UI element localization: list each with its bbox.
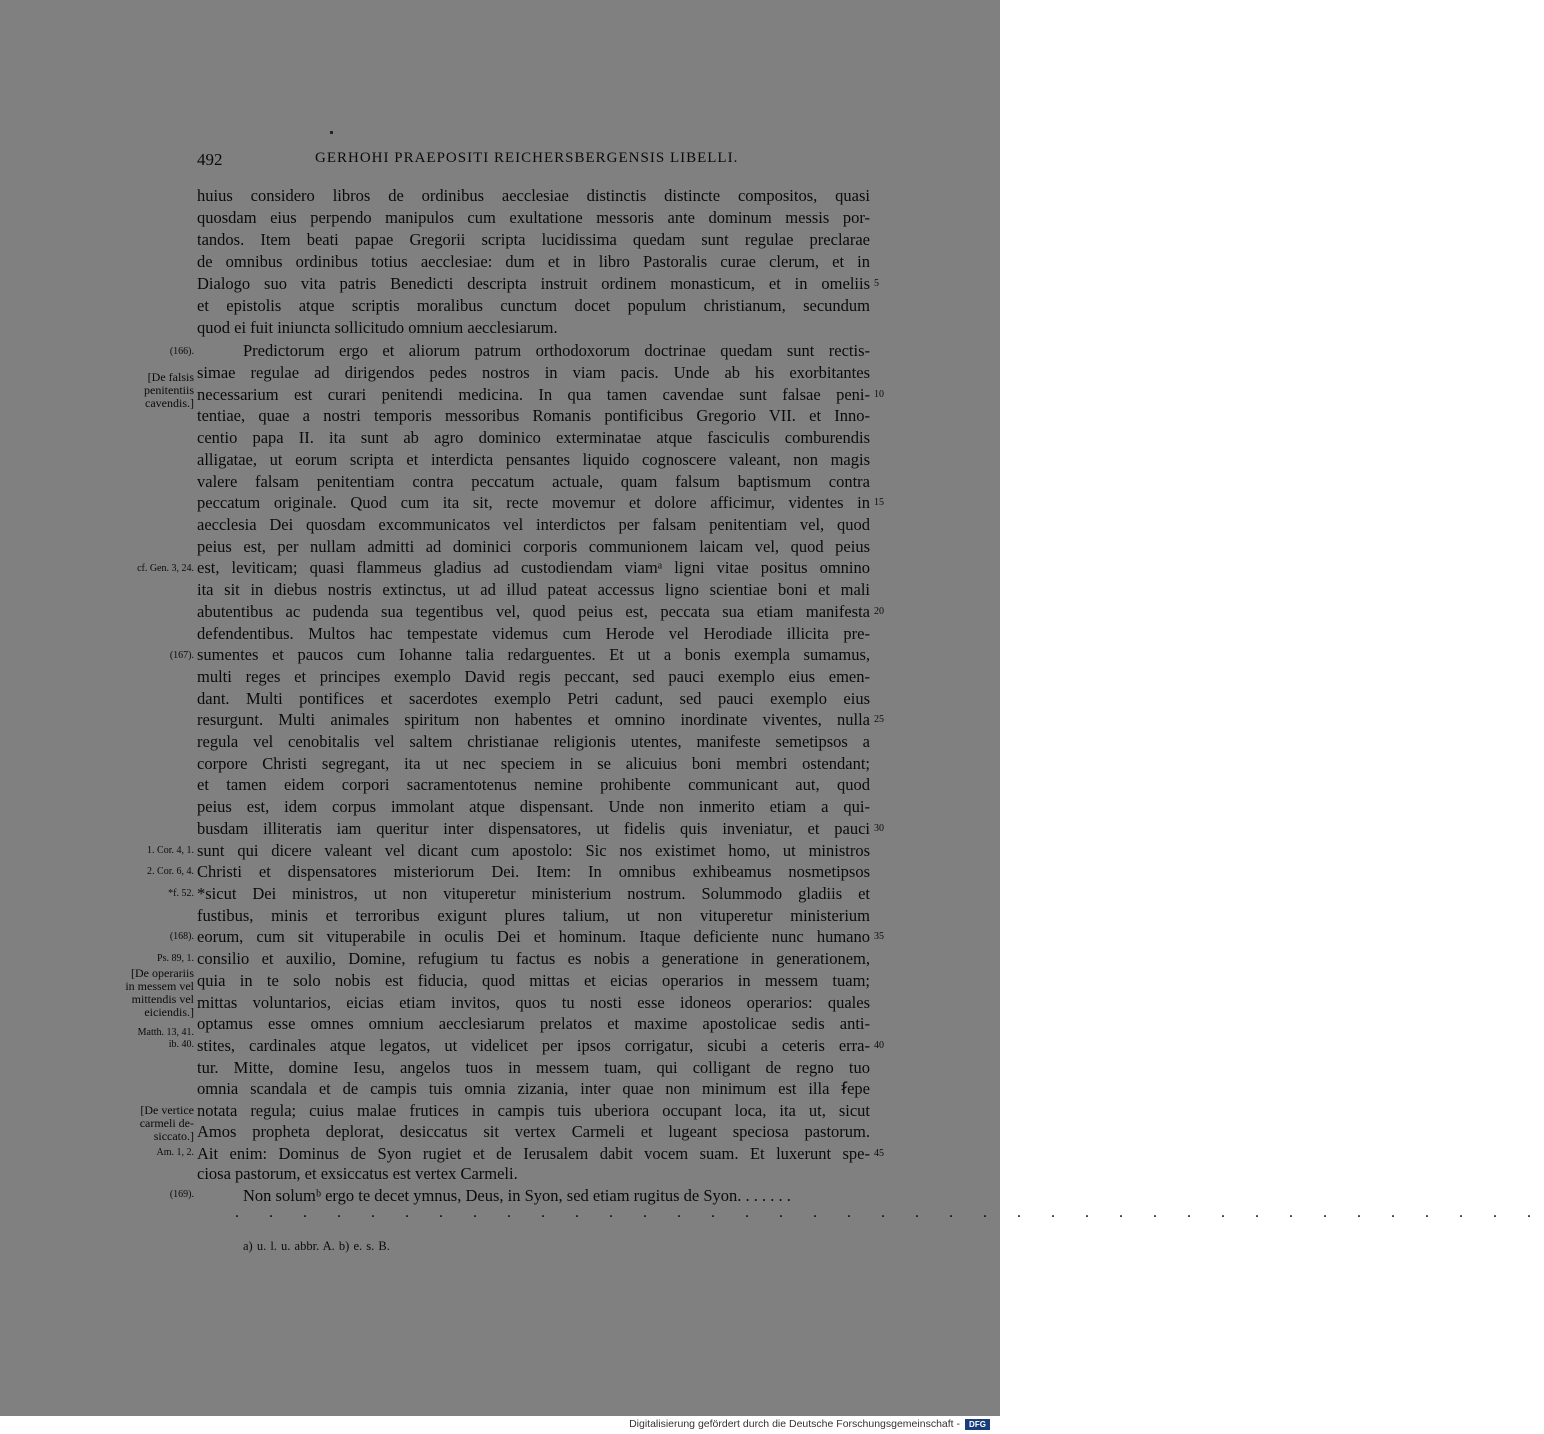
- text-line: sumentes et paucos cum Iohanne talia redarguentes. Et ut a bonis exempla sumamus,: [197, 645, 870, 664]
- margin-heading: [De operariis in messem vel mittendis vel eiciendis.]: [125, 966, 194, 1019]
- text-line: valere falsam penitentiam contra peccatum actuale, quam falsum baptismum contra: [197, 472, 870, 491]
- text-line: busdam illiteratis iam queritur inter dispensatores, ut fidelis quis inveniatur, et pauci: [197, 819, 870, 838]
- text-line: *sicut Dei ministros, ut non vituperetur ministerium nostrum. Solummodo gladiis et: [197, 884, 870, 903]
- ink-speck: [330, 131, 333, 134]
- text-line: regula vel cenobitalis vel saltem christianae religionis utentes, manifeste semetipsos a: [197, 732, 870, 751]
- text-line: quosdam eius perpendo manipulos cum exultatione messoris ante dominum messis por-: [197, 208, 870, 227]
- line-number: 15: [874, 497, 884, 508]
- text-line: aecclesia Dei quosdam excommunicatos vel interdictos per falsam penitentiam vel, quod: [197, 515, 870, 534]
- scripture-reference: Matth. 13, 41. ib. 40.: [137, 1027, 194, 1050]
- text-line: Non solumᵇ ergo te decet ymnus, Deus, in Syon, sed etiam rugitus de Syon. . . . . . .: [243, 1186, 791, 1205]
- text-line: Predictorum ergo et aliorum patrum orthodoxorum doctrinae quedam sunt rectis-: [243, 341, 870, 360]
- scripture-reference: Am. 1, 2.: [156, 1147, 194, 1158]
- text-line: et tamen eidem corpori sacramentotenus nemine prohibente communicant aut, quod: [197, 775, 870, 794]
- text-line: stites, cardinales atque legatos, ut videlicet per ipsos corrigatur, sicubi a ceteris erra-: [197, 1036, 870, 1055]
- margin-heading: [De falsis penitentiis cavendis.]: [144, 370, 194, 410]
- folio-reference: *f. 52.: [168, 888, 194, 899]
- text-line: ciosa pastorum, et exsiccatus est vertex Carmeli.: [197, 1164, 518, 1183]
- section-number: (167).: [169, 650, 194, 661]
- footer-bar: [0, 1416, 1000, 1434]
- section-number: (166).: [169, 346, 194, 357]
- page-number: 492: [197, 150, 223, 169]
- section-number: (168).: [169, 931, 194, 942]
- text-line: corpore Christi segregant, ita ut nec speciem in se alicuius boni membri ostendant;: [197, 754, 870, 773]
- text-line: ita sit in diebus nostris extinctus, ut ad illud pateat accessus ligno scientiae boni et mali: [197, 580, 870, 599]
- scripture-reference: 1. Cor. 4, 1.: [147, 845, 194, 856]
- text-line: fustibus, minis et terroribus exigunt plures talium, ut non vituperetur ministerium: [197, 906, 870, 925]
- text-line: consilio et auxilio, Domine, refugium tu factus es nobis a generatione in generationem,: [197, 949, 870, 968]
- scripture-reference: cf. Gen. 3, 24.: [137, 563, 194, 574]
- page-header: [197, 150, 873, 170]
- line-number: 10: [874, 389, 884, 400]
- text-line: mittas voluntarios, eicias etiam invitos, quos tu nosti esse idoneos operarios: quales: [197, 993, 870, 1012]
- section-number: (169).: [169, 1189, 194, 1200]
- line-number: 25: [874, 714, 884, 725]
- line-number: 40: [874, 1040, 884, 1051]
- text-line: tur. Mitte, domine Iesu, angelos tuos in messem tuam, qui colligant de regno tuo: [197, 1058, 870, 1077]
- text-line: alligatae, ut eorum scripta et interdicta pensantes liquido cognoscere valeant, non magis: [197, 450, 870, 469]
- text-line: Ait enim: Dominus de Syon rugiet et de Ierusalem dabit vocem suam. Et luxerunt spe-: [197, 1144, 870, 1163]
- text-line: peius est, per nullam admitti ad dominici corporis communionem laicam vel, quod peius: [197, 537, 870, 556]
- text-line: resurgunt. Multi animales spiritum non habentes et omnino inordinate viventes, nulla: [197, 710, 870, 729]
- text-line: quia in te solo nobis est fiducia, quod mittas et eicias operarios in messem tuam;: [197, 971, 870, 990]
- text-line: notata regula; cuius malae frutices in campis tuis uberiora occupant loca, ita ut, sicut: [197, 1101, 870, 1120]
- text-line: Christi et dispensatores misteriorum Dei. Item: In omnibus exhibeamus nosmetipsos: [197, 862, 870, 881]
- text-line: multi reges et principes exemplo David regis peccant, sed pauci exemplo eius emen-: [197, 667, 870, 686]
- line-number: 30: [874, 823, 884, 834]
- text-line: dant. Multi pontifices et sacerdotes exemplo Petri cadunt, sed pauci exemplo eius: [197, 689, 870, 708]
- text-line: de omnibus ordinibus totius aecclesiae: dum et in libro Pastoralis curae clerum, et in: [197, 252, 870, 271]
- text-line: optamus esse omnes omnium aecclesiarum prelatos et maxime apostolicae sedis anti-: [197, 1014, 870, 1033]
- line-number: 45: [874, 1148, 884, 1159]
- funding-notice: Digitalisierung gefördert durch die Deutsche Forschungsgemeinschaft -: [629, 1418, 960, 1430]
- text-line: sunt qui dicere valeant vel dicant cum apostolo: Sic nos existimet homo, ut ministros: [197, 841, 870, 860]
- text-line: quod ei fuit iniuncta sollicitudo omnium aecclesiarum.: [197, 318, 558, 337]
- text-line: huius considero libros de ordinibus aecclesiae distinctis distincte compositos, quasi: [197, 186, 870, 205]
- scripture-reference: 2. Cor. 6, 4.: [147, 866, 194, 877]
- text-line: defendentibus. Multos hac tempestate videmus cum Herode vel Herodiade illicita pre-: [197, 624, 870, 643]
- margin-heading: [De vertice carmeli de- siccato.]: [139, 1103, 194, 1143]
- text-line: peccatum originale. Quod cum ita sit, recte movemur et dolore afficimur, videntes in: [197, 493, 870, 512]
- line-number: 5: [874, 278, 879, 289]
- line-number: 20: [874, 606, 884, 617]
- line-number: 35: [874, 931, 884, 942]
- text-line: eorum, cum sit vituperabile in oculis Dei et hominum. Itaque deficiente nunc humano: [197, 927, 870, 946]
- text-line: centio papa II. ita sunt ab agro dominico exterminatae atque fasciculis comburendis: [197, 428, 870, 447]
- dfg-logo: DFG: [965, 1419, 990, 1430]
- scripture-reference: Ps. 89, 1.: [157, 953, 194, 964]
- text-line: tentiae, quae a nostri temporis messoribus Romanis pontificibus Gregorio VII. et Inno-: [197, 406, 870, 425]
- text-line: abutentibus ac pudenda sua tegentibus vel, quod peius est, peccata sua etiam manifesta: [197, 602, 870, 621]
- text-line: Amos propheta deplorat, desiccatus sit vertex Carmeli et lugeant speciosa pastorum.: [197, 1122, 870, 1141]
- text-line: et epistolis atque scriptis moralibus cunctum docet populum christianum, secundum: [197, 296, 870, 315]
- text-line: est, leviticam; quasi flammeus gladius ad custodiendam viamᵃ ligni vitae positus omnino: [197, 558, 870, 577]
- text-line: omnia scandala et de campis tuis omnia zizania, inter quae non minimum est illa ẜepe: [197, 1079, 870, 1098]
- running-title: GERHOHI PRAEPOSITI REICHERSBERGENSIS LIBELLI.: [315, 150, 739, 166]
- text-line: necessarium est curari penitendi medicina. In qua tamen cavendae sunt falsae peni-: [197, 385, 870, 404]
- footnote: a) u. l. u. abbr. A. b) e. s. B.: [243, 1239, 390, 1253]
- ellipsis-line: . . . . . . . . . . . . . . . . . . . . . . . . . . . . . . . . . . . . . . .: [235, 1204, 1544, 1221]
- text-line: tandos. Item beati papae Gregorii scripta lucidissima quedam sunt regulae preclarae: [197, 230, 870, 249]
- text-line: simae regulae ad dirigendos pedes nostros in viam pacis. Unde ab his exorbitantes: [197, 363, 870, 382]
- text-line: peius est, idem corpus immolant atque dispensant. Unde non inmerito etiam a qui-: [197, 797, 870, 816]
- text-line: Dialogo suo vita patris Benedicti descripta instruit ordinem monasticum, et in omeliis: [197, 274, 870, 293]
